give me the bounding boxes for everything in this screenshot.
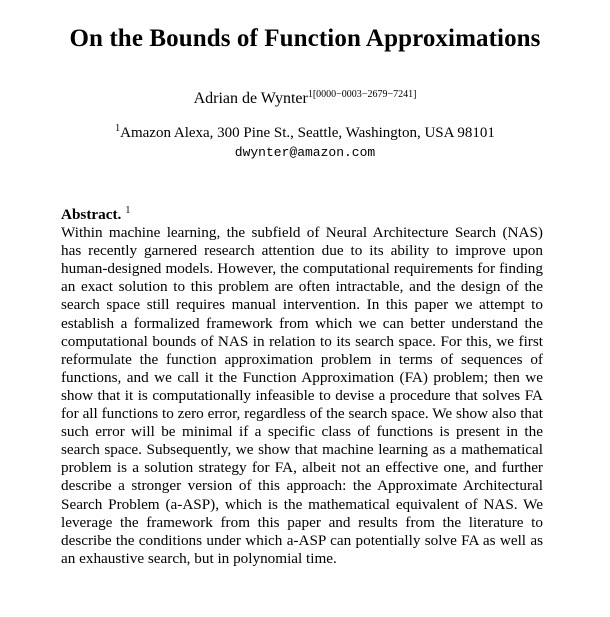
author-line bbox=[0, 89, 610, 109]
abstract-heading-line bbox=[61, 206, 543, 224]
abstract-body: Within machine learning, the subfield of Neural Architecture Search (NAS) has recently garnered research attention due to its ability to improve upon human-designed models. However, the computational requirements for finding an exact solution to this problem are often intractable, and the design of the search space still requires manual intervention. In this paper we attempt to establish a formalized framework from which we can better understand the computational bounds of NAS in relation to its search space. For this, we first reformulate the function approximation problem in terms of sequences of functions, and we call it the Function Approximation (FA) problem; then we show that it is computationally infeasible to devise a procedure that solves FA for all functions to zero error, regardless of the search space. We show also that such error will be minimal if a specific class of functions is present in the search space. Subsequently, we show that machine learning as a mathematical problem is a solution strategy for FA, albeit not an effective one, and further describe a stronger version of this approach: the Approximate Architectural Search Problem (a-ASP), which is the mathematical equivalent of NAS. We leverage the framework from this paper and results from the literature to describe the conditions under which a-ASP can potentially solve FA as well as an exhaustive search, but in polynomial time. bbox=[61, 224, 543, 567]
author-name: Adrian de Wynter bbox=[193, 90, 308, 107]
author-email: dwynter@amazon.com bbox=[234, 145, 376, 160]
abstract-section bbox=[61, 206, 543, 568]
affiliation-text: Amazon Alexa, 300 Pine St., Seattle, Washington, USA 98101 bbox=[120, 125, 495, 141]
author-orcid: 1[0000−0003−2679−7241] bbox=[307, 89, 417, 100]
abstract-heading: Abstract. bbox=[61, 206, 122, 223]
affiliation-marker: 1 bbox=[115, 123, 121, 134]
paper-title: On the Bounds of Function Approximations bbox=[69, 25, 541, 52]
abstract-footnote-marker: 1 bbox=[125, 205, 131, 216]
affiliation-line bbox=[0, 124, 610, 142]
